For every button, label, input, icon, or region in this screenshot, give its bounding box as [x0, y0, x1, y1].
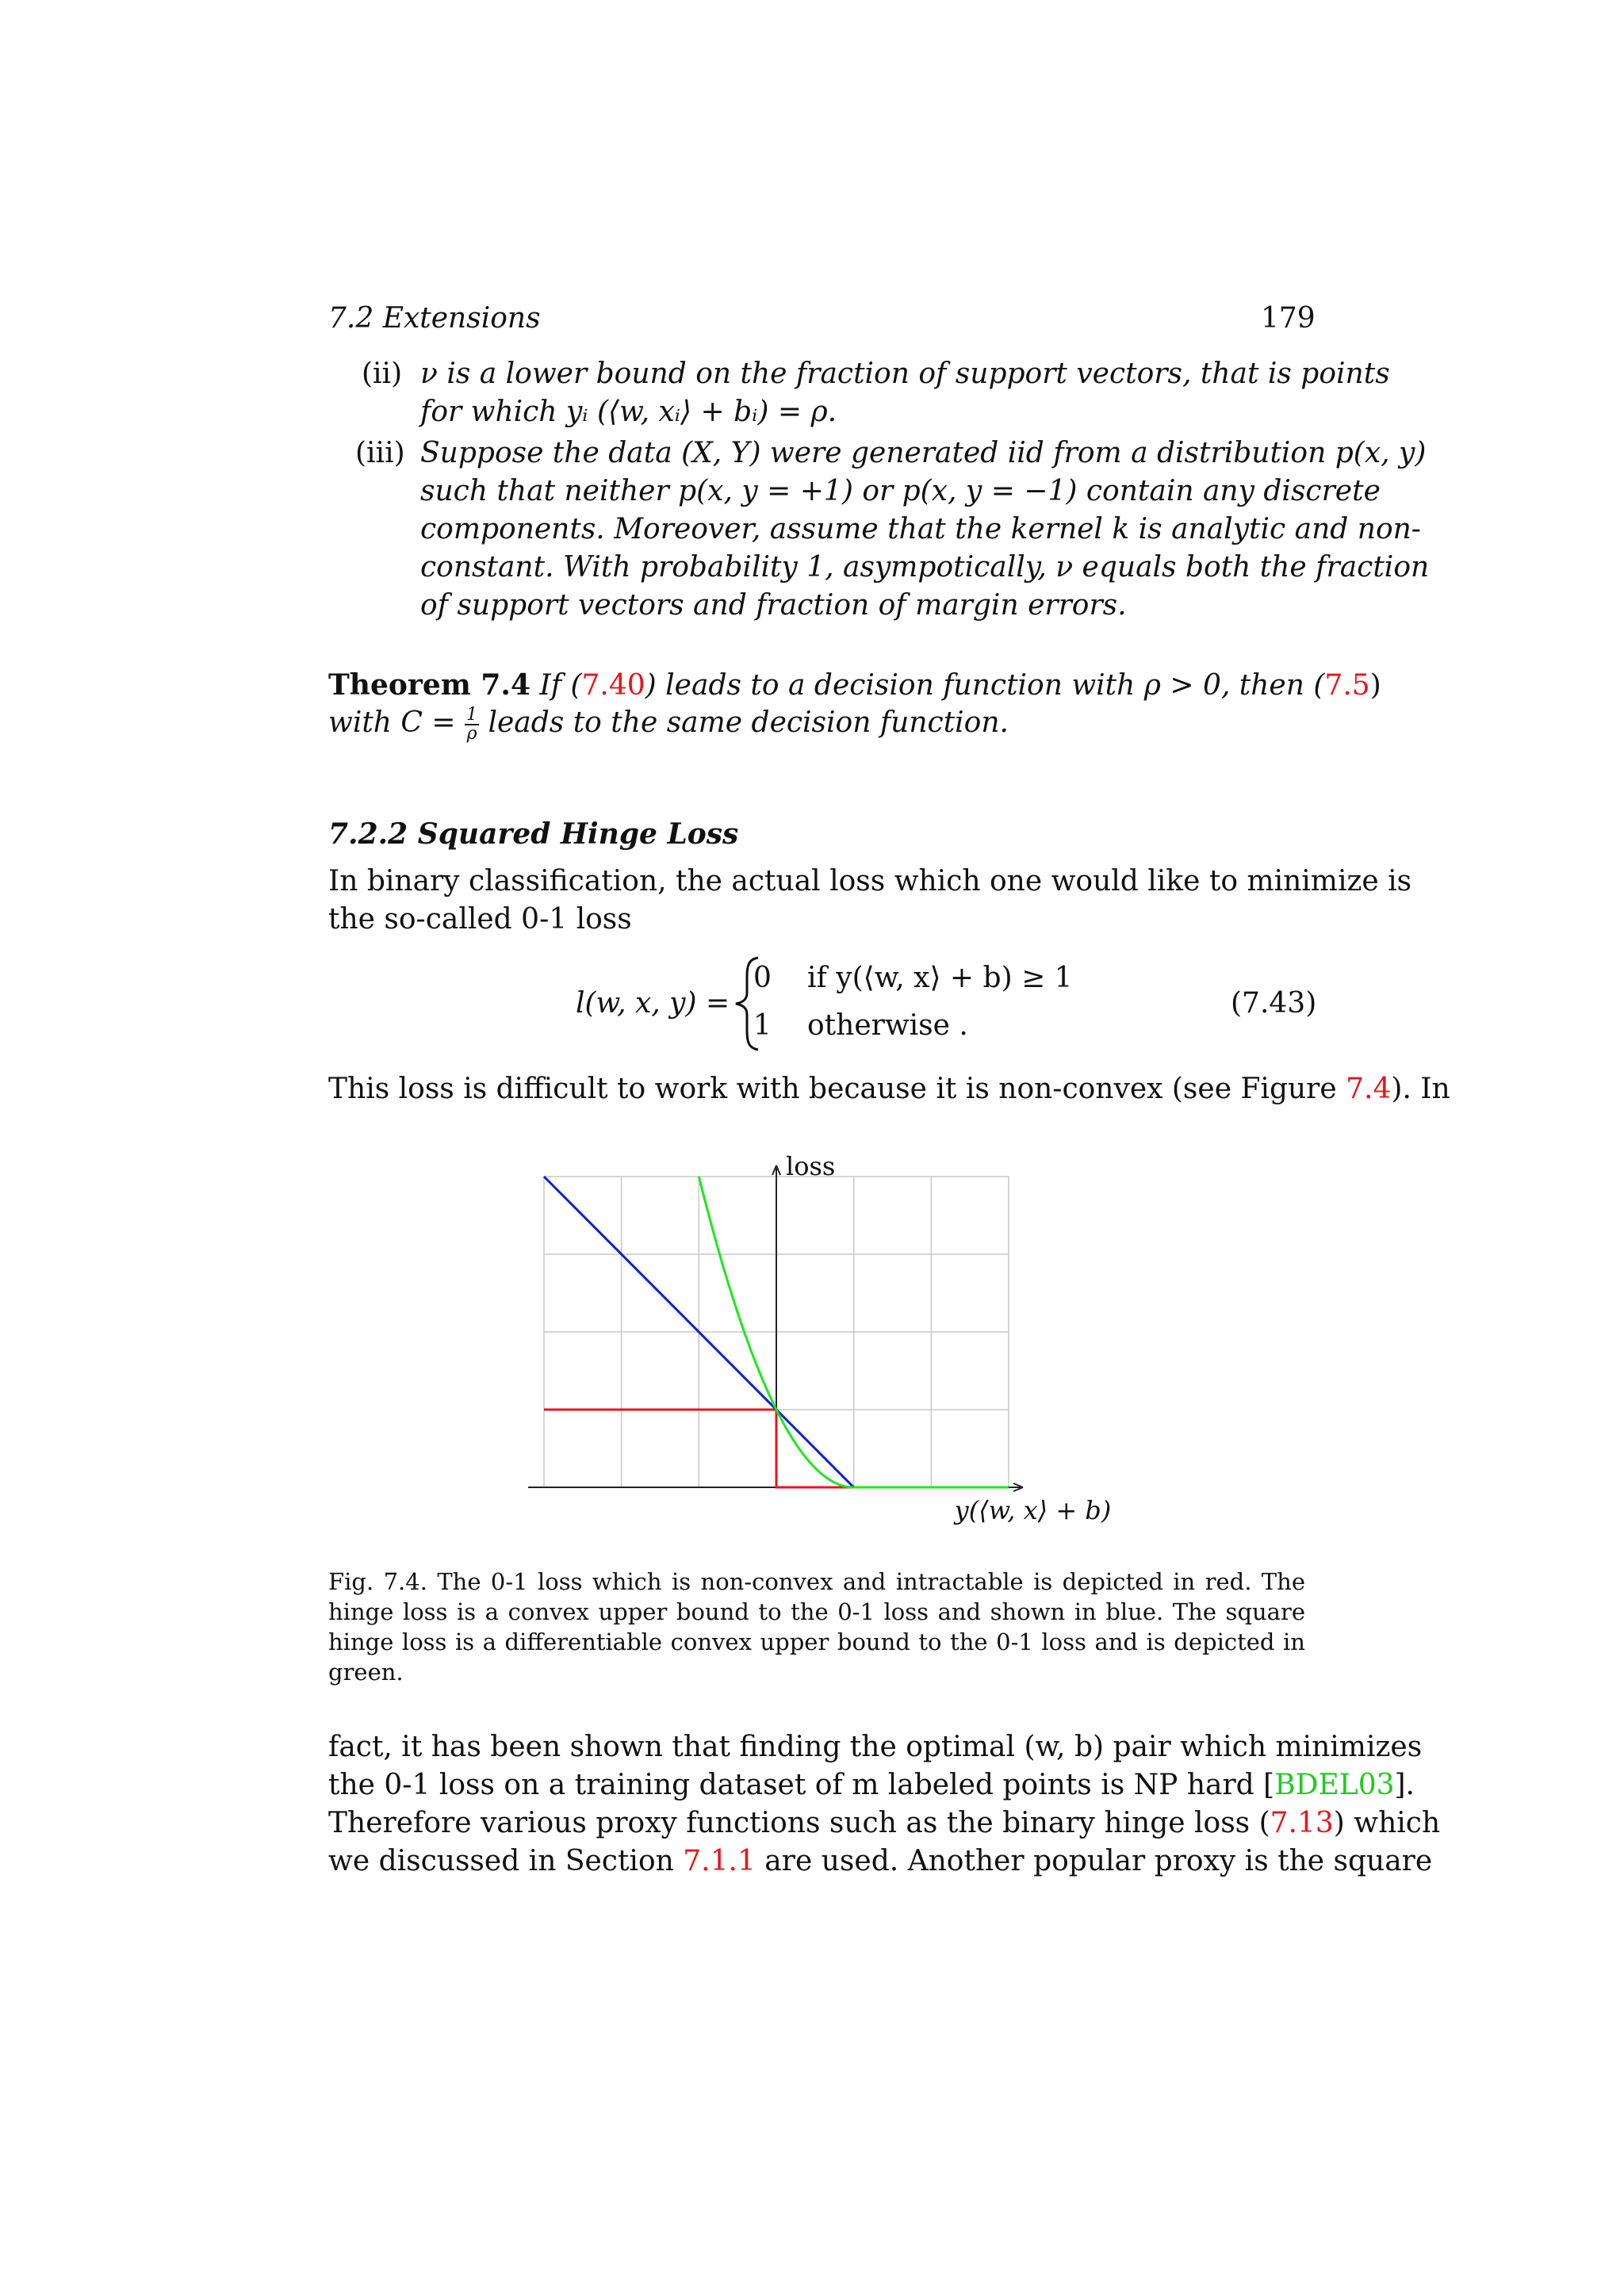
paragraph3-line1: fact, it has been shown that finding the optimal (w, b) pair which minimizes [328, 1731, 1423, 1763]
chart-series [544, 1177, 1009, 1487]
case2-value: 1 [753, 1009, 772, 1042]
page-number: 179 [1261, 302, 1316, 335]
series-hinge-loss [544, 1177, 1009, 1487]
ref-eq-7-13[interactable]: 7.13 [1270, 1807, 1334, 1839]
figure-caption-line1: Fig. 7.4. The 0-1 loss which is non-convex and intractable is depicted in red. The [328, 1568, 1305, 1595]
chart-axes [528, 1165, 1023, 1491]
list-item-ii-line2: for which yᵢ (⟨w, xᵢ⟩ + bᵢ) = ρ. [420, 396, 837, 428]
list-item-iii-line2: such that neither p(x, y = +1) or p(x, y = −1) contain any discrete [420, 475, 1381, 507]
list-item-ii-line1: ν is a lower bound on the fraction of support vectors, that is points [420, 358, 1390, 390]
ref-eq-7-5[interactable]: 7.5 [1324, 669, 1370, 702]
fraction-one-over-rho: $\frac{1}{\rho}$ [466, 705, 478, 744]
list-marker-ii: (ii) [362, 358, 403, 390]
section-heading: 7.2.2 Squared Hinge Loss [328, 817, 739, 851]
equation-lhs: l(w, x, y) = [576, 987, 730, 1020]
theorem-label: Theorem 7.4 [328, 668, 531, 702]
list-marker-iii: (iii) [355, 437, 405, 469]
y-axis-label: loss [786, 1151, 836, 1181]
case1-value: 0 [753, 962, 772, 994]
list-item-iii-line4: constant. With probability 1, asympotically, ν equals both the fraction [420, 551, 1430, 584]
ref-section-7-1-1[interactable]: 7.1.1 [683, 1845, 756, 1877]
ref-eq-7-40[interactable]: 7.40 [581, 669, 645, 702]
paragraph1-line1: In binary classification, the actual loss which one would like to minimize is [328, 865, 1412, 897]
list-item-iii-line5: of support vectors and fraction of margin errors. [420, 589, 1127, 622]
theorem-line1: Theorem 7.4 If (7.40) leads to a decision function with ρ > 0, then (7.5) [328, 668, 1381, 702]
figure-caption-line2: hinge loss is a convex upper bound to the 0-1 loss and shown in blue. The square [328, 1598, 1305, 1625]
paragraph3-line4: we discussed in Section 7.1.1 are used. Another popular proxy is the square [328, 1845, 1433, 1877]
list-item-iii-line3: components. Moreover, assume that the kernel k is analytic and non- [420, 513, 1421, 545]
equation-number: (7.43) [1231, 987, 1317, 1020]
x-axis-arrow-icon [1013, 1483, 1023, 1491]
theorem-line2: with C = $\frac{1}{\rho}$ leads to the same decision function. [328, 705, 1009, 744]
paragraph3-line2: the 0-1 loss on a training dataset of m labeled points is NP hard [BDEL03]. [328, 1769, 1415, 1801]
paragraph2: This loss is difficult to work with because it is non-convex (see Figure 7.4). In [328, 1073, 1450, 1105]
figure-caption-line4: green. [328, 1659, 404, 1686]
chart-grid [544, 1177, 1009, 1487]
paragraph3-line3: Therefore various proxy functions such as the binary hinge loss (7.13) which [328, 1807, 1441, 1839]
ref-figure-7-4[interactable]: 7.4 [1346, 1073, 1392, 1105]
citation-bdel03[interactable]: BDEL03 [1274, 1769, 1395, 1801]
x-axis-label: y(⟨w, x⟩ + b) [954, 1495, 1112, 1525]
figure-caption-line3: hinge loss is a differentiable convex upper bound to the 0-1 loss and is depicted in [328, 1628, 1305, 1655]
paragraph1-line2: the so-called 0-1 loss [328, 903, 632, 936]
case2-condition: otherwise . [807, 1009, 968, 1042]
case1-condition: if y(⟨w, x⟩ + b) ≥ 1 [807, 962, 1073, 994]
y-axis-arrow-icon [772, 1165, 780, 1175]
series-squared-hinge-loss [699, 1177, 1009, 1487]
list-item-iii-line1: Suppose the data (X, Y) were generated iid from a distribution p(x, y) [420, 437, 1427, 469]
running-header-section: 7.2 Extensions [328, 302, 541, 335]
series-zero-one-loss [544, 1410, 854, 1487]
